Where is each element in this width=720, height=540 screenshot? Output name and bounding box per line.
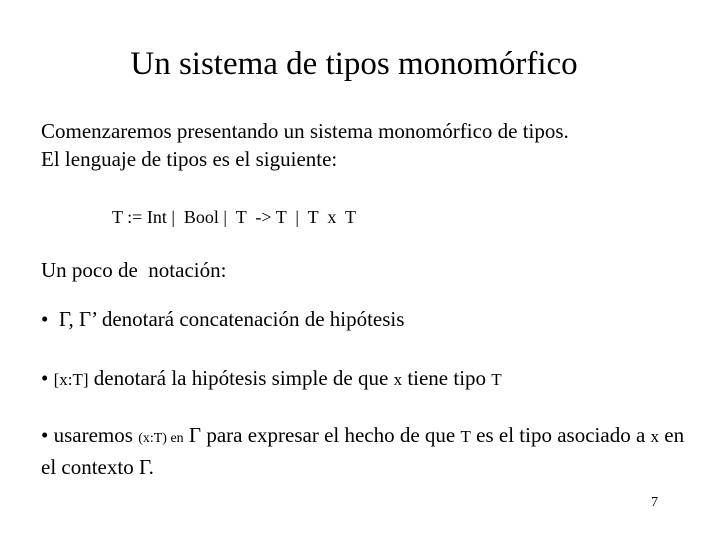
bullet-end: . — [148, 455, 154, 479]
bullet-text-1: denotará la hipótesis simple de que — [88, 366, 394, 390]
type-t: T — [460, 427, 471, 446]
bullet-marker: • — [41, 366, 54, 390]
hypothesis-code: [x:T] — [53, 370, 89, 389]
bullet-text-2: tiene tipo — [402, 366, 492, 390]
bullet-context-usage — [41, 421, 691, 481]
bullet-marker: • — [41, 307, 59, 331]
bullet-marker: • — [41, 423, 54, 447]
slide-title: Un sistema de tipos monomórfico — [130, 46, 578, 82]
bullet-text: denotará concatenación de hipótesis — [96, 307, 405, 331]
intro-line-1: Comenzaremos presentando un sistema monomórfico de tipos. — [41, 119, 569, 143]
type-t: T — [491, 370, 502, 389]
bullet-text-2: para expresar el hecho de que — [201, 423, 461, 447]
type-grammar: T := Int | Bool | T -> T | T x T — [112, 207, 356, 227]
intro-line-2: El lenguaje de tipos es el siguiente: — [41, 147, 338, 171]
bullet-text-4: en el contexto — [41, 423, 685, 479]
gamma-symbol-2: Γ — [138, 455, 149, 479]
gamma-symbols: Γ, Γ’ — [58, 307, 97, 331]
bullet-text-3: es el tipo asociado a — [470, 423, 651, 447]
bullet-text-1: usaremos — [53, 423, 139, 447]
var-x: x — [650, 427, 660, 446]
page-number: 7 — [651, 495, 658, 510]
var-x: x — [393, 370, 403, 389]
bullet-context-concatenation — [41, 305, 691, 333]
notation-heading: Un poco de notación: — [41, 258, 227, 282]
intro-paragraph — [41, 117, 701, 173]
gamma-symbol-1: Γ — [183, 423, 202, 447]
usage-code: (x:T) en — [138, 431, 184, 446]
bullet-simple-hypothesis — [41, 364, 691, 394]
